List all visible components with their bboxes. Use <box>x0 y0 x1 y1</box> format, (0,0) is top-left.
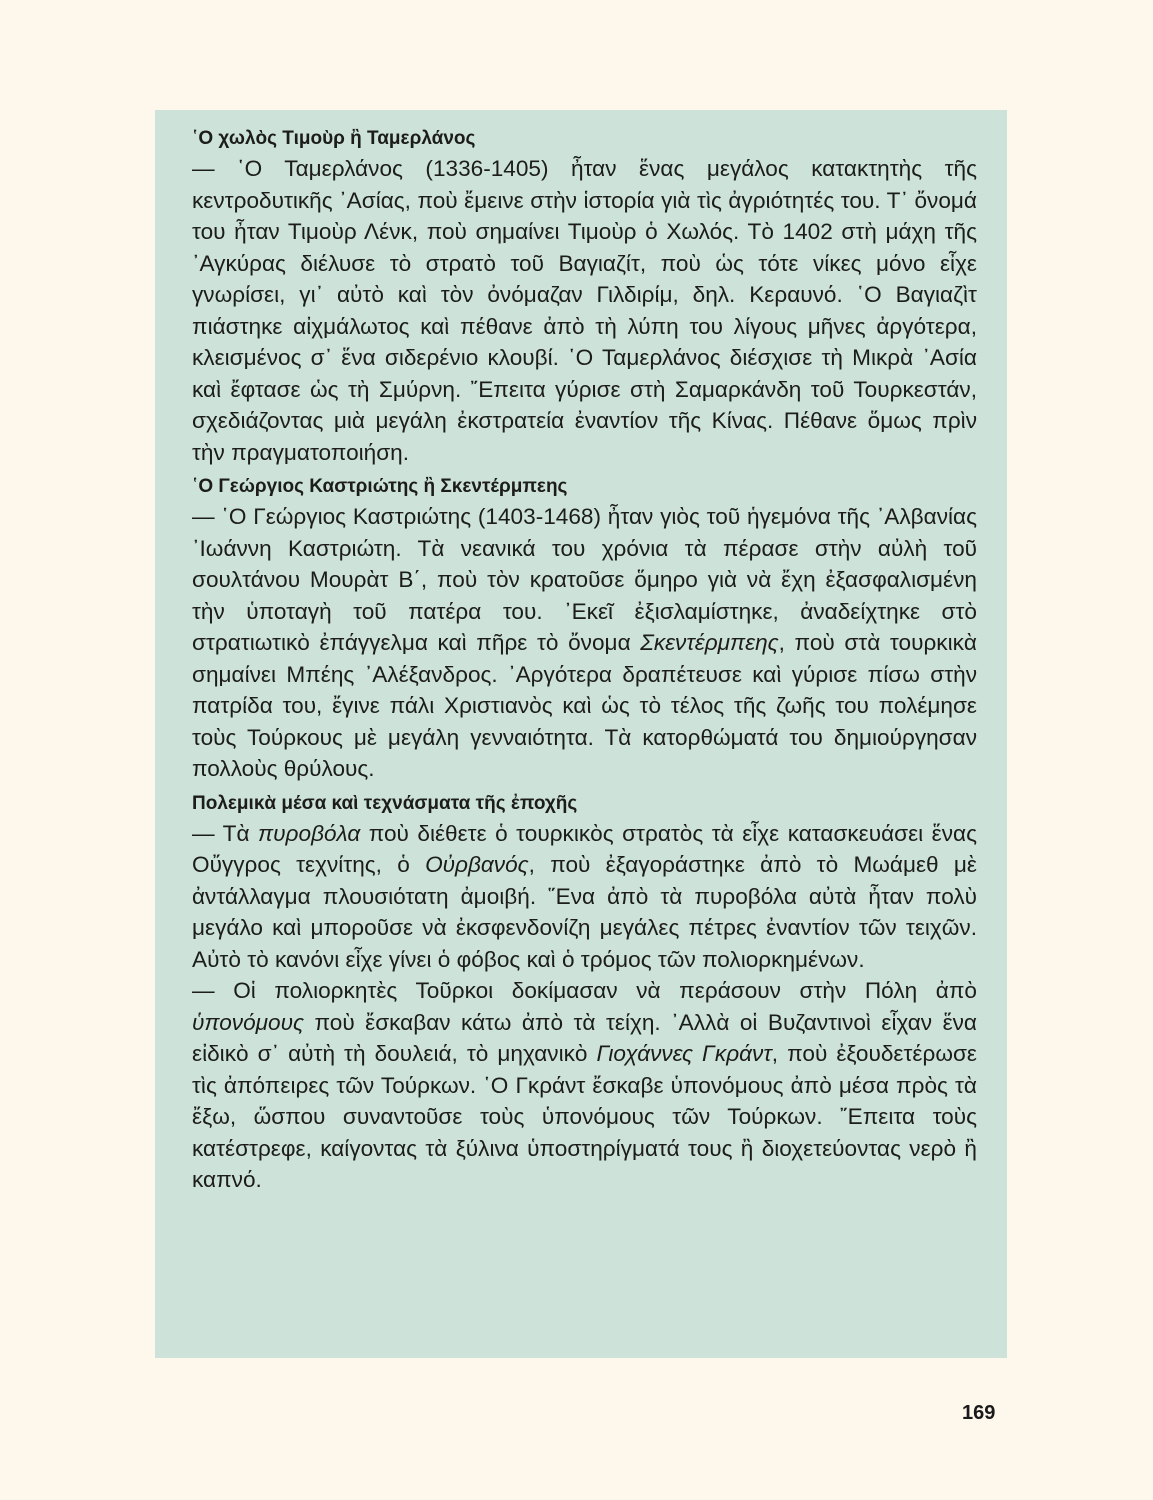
text-run: — Τὰ <box>192 820 258 846</box>
text-run: — ῾Ο Γεώργιος Καστριώτης (1403-1468) ἦταν γιὸς τοῦ ἡγεμόνα τῆς ᾽Αλβανίας ᾽Ιωάννη Καστριώτη. Τὰ νεανικά του χρόνια τὰ πέρασε στὴν αὐλὴ τοῦ σουλτάνου Μουρὰτ Β΄, ποὺ τὸν κρατοῦσε ὅμηρο γιὰ νὰ ἔχη ἐξασφαλισμένη τὴν ὑποταγὴ τοῦ πατέρα του. ᾽Εκεῖ ἐξισλαμίστηκε, ἀναδείχτηκε στὸ στρατιωτικὸ ἐπάγγελμα καὶ πῆρε τὸ ὄνομα <box>192 504 977 655</box>
section-paragraph <box>192 501 977 785</box>
section-heading: ῾Ο χωλὸς Τιμοὺρ ἢ Ταμερλάνος <box>192 128 476 149</box>
text-run: ποὺ διέθετε ὁ τουρκικὸς στρατὸς τὰ εἶχε κατασκευάσει ἕνας Οὔγγρος τεχνίτης, ὁ <box>192 820 977 877</box>
italic-term: Σκεντέρμπεης <box>640 630 779 655</box>
section-weapons <box>192 791 977 1196</box>
italic-term: ὑπονόμους <box>192 1009 305 1035</box>
section-heading: Πολεμικὰ μέσα καὶ τεχνάσματα τῆς ἐποχῆς <box>192 792 578 814</box>
text-box <box>155 110 1007 1358</box>
section-paragraph <box>192 153 977 468</box>
italic-term: Οὐρβανός <box>425 852 529 877</box>
section-paragraph <box>192 975 977 1196</box>
text-run: — Οἱ πολιορκητὲς Τοῦρκοι δοκίμασαν νὰ περάσουν στὴν Πόλη ἀπὸ <box>192 978 977 1003</box>
text-run: ποὺ ἔσκαβαν κάτω ἀπὸ τὰ τείχη. ᾽Αλλὰ οἱ Βυζαντινοὶ εἶχαν ἕνα εἰδικὸ σ᾽ αὐτὴ τὴ δουλειά, τὸ μηχανικὸ <box>192 1009 977 1066</box>
section-tamerlane <box>192 126 977 468</box>
section-heading: ῾Ο Γεώργιος Καστριώτης ἢ Σκεντέρμπεης <box>192 476 568 497</box>
text-run: , ποὺ στὰ τουρκικὰ σημαίνει Μπέης ᾽Αλέξανδρος. ᾽Αργότερα δραπέτευσε καὶ γύρισε πίσω στὴν πατρίδα του, ἔγινε πάλι Χριστιανὸς καὶ ὡς τὸ τέλος τῆς ζωῆς του πολέμησε τοὺς Τούρκους μὲ μεγάλη γενναιότητα. Τὰ κατορθώματά του δημιούργησαν πολλοὺς θρύλους. <box>192 630 977 781</box>
section-paragraph <box>192 818 977 976</box>
text-run: , ποὺ ἐξουδετέρωσε τὶς ἀπόπειρες τῶν Τούρκων. ῾Ο Γκράντ ἔσκαβε ὑπονόμους ἀπὸ μέσα πρὸς τὰ ἔξω, ὥσπου συναντοῦσε τοὺς ὑπονόμους τῶν Τούρκων. ῎Επειτα τοὺς κατέστρεφε, καίγοντας τὰ ξύλινα ὑποστηρίγματά τους ἢ διοχετεύοντας νερὸ ἢ καπνό. <box>192 1041 978 1192</box>
section-kastriotis <box>192 474 977 785</box>
page-number: 169 <box>962 1402 996 1424</box>
text-run: — ῾Ο Ταμερλάνος (1336-1405) ἦταν ἕνας μεγάλος κατακτητὴς τῆς κεντροδυτικῆς ᾽Ασίας, ποὺ ἔμεινε στὴν ἱστορία γιὰ τὶς ἀγριότητές του. Τ᾽ ὄνομά του ἦταν Τιμοὺρ Λένκ, ποὺ σημαίνει Τιμοὺρ ὁ Χωλός. Τὸ 1402 στὴ μάχη τῆς ᾽Αγκύρας διέλυσε τὸ στρατὸ τοῦ Βαγιαζίτ, ποὺ ὡς τότε νίκες μόνο εἶχε γνωρίσει, γι᾽ αὐτὸ καὶ τὸν ὀνόμαζαν Γιλδιρίμ, δηλ. Κεραυνό. ῾Ο Βαγιαζὶτ πιάστηκε αἰχμάλωτος καὶ πέθανε ἀπὸ τὴ λύπη του λίγους μῆνες ἀργότερα, κλεισμένος σ᾽ ἕνα σιδερένιο κλουβί. ῾Ο Ταμερλάνος διέσχισε τὴ Μικρὰ ᾽Ασία καὶ ἔφτασε ὡς τὴ Σμύρνη. ῎Επειτα γύρισε στὴ Σαμαρκάνδη τοῦ Τουρκεστάν, σχεδιάζοντας μιὰ μεγάλη ἐκστρατεία ἐναντίον τῆς Κίνας. Πέθανε ὅμως πρὶν τὴν πραγματοποιήση. <box>192 156 977 465</box>
italic-term: πυροβόλα <box>258 820 361 846</box>
italic-term: Γιοχάννες Γκράντ <box>596 1041 772 1066</box>
text-run: , ποὺ ἐξαγοράστηκε ἀπὸ τὸ Μωάμεθ μὲ ἀντάλλαγμα πλουσιότατη ἀμοιβή. ῞Ενα ἀπὸ τὰ πυροβόλα αὐτὰ ἦταν πολὺ μεγάλο καὶ μποροῦσε νὰ ἐκσφενδονίζη μεγάλες πέτρες ἐναντίον τῶν τειχῶν. Αὐτὸ τὸ κανόνι εἶχε γίνει ὁ φόβος καὶ ὁ τρόμος τῶν πολιορκημένων. <box>192 852 977 972</box>
